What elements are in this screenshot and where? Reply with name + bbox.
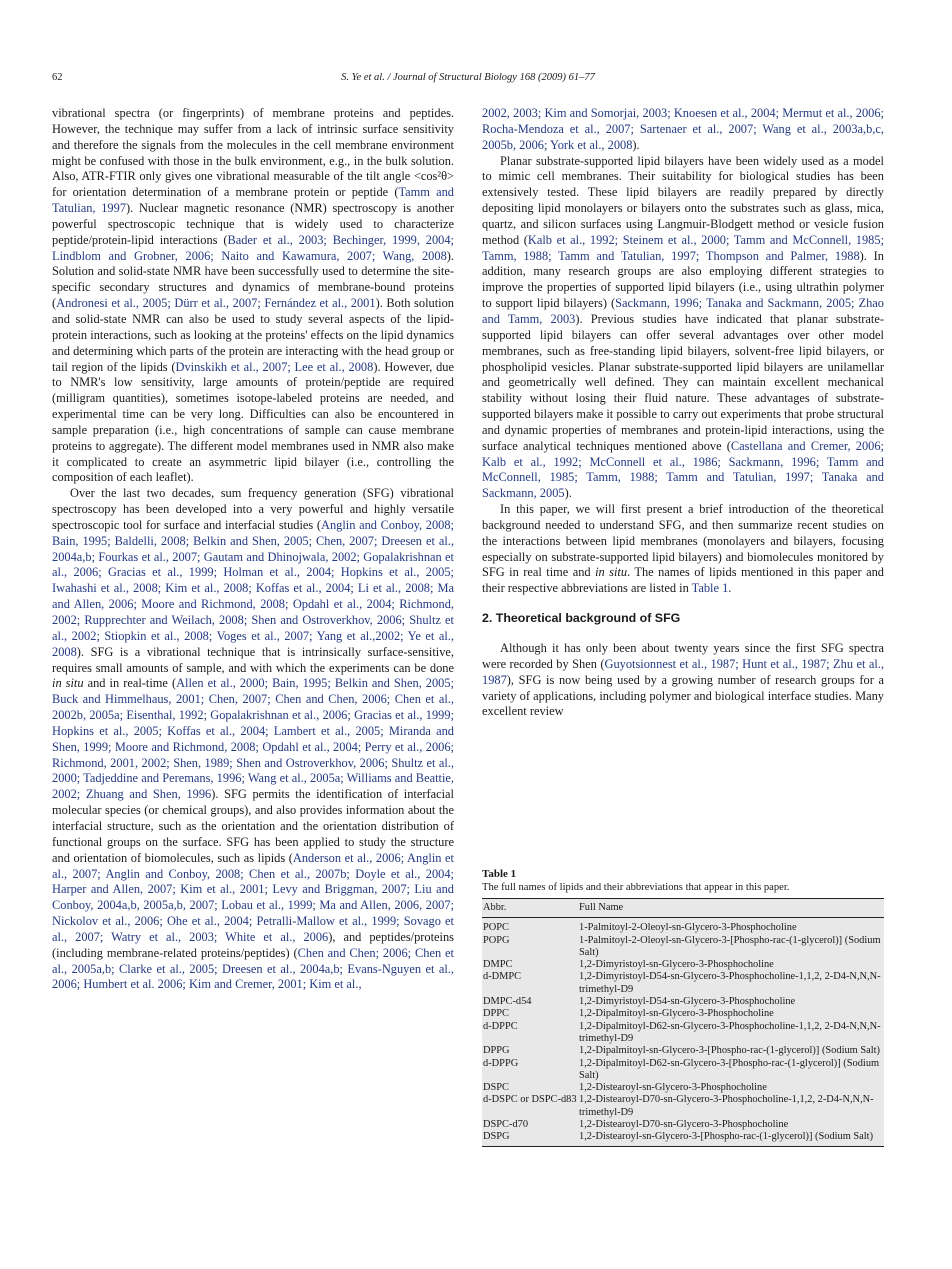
paragraph	[52, 486, 454, 993]
citation-link[interactable]: Sackmann, 1996; Tanaka and Sackmann, 2005; Zhao and Tamm, 2003	[482, 296, 884, 326]
table-row	[482, 1008, 884, 1020]
running-header	[52, 72, 884, 88]
paragraph	[482, 641, 884, 720]
full-name-cell: 1,2-Dipalmitoyl-sn-Glycero-3-[Phospho-rac-(1-glycerol)] (Sodium Salt)	[579, 1045, 880, 1057]
table-body	[482, 918, 884, 1145]
paragraph-text: ).	[632, 137, 640, 152]
full-name-cell: 1,2-Dipalmitoyl-D62-sn-Glycero-3-[Phospho-rac-(1-glycerol)] (Sodium Salt)	[579, 1057, 880, 1081]
table-row	[482, 1131, 884, 1143]
citation-link[interactable]: Anderson et al., 2006; Anglin et al., 2007; Anglin and Conboy, 2008; Chen et al., 2007b; Doyle et al., 2004; Harper and Allen, 2007; Kim et al., 2001; Levy and Briggman, 2007; Liu and Conboy, 2004a,b, 2005a,b, 2007; Lobau et al., 1999; Ma and Allen, 2006, 2007; Nickolov et al., 2006; Ohe et al., 2004; Petralli-Mallow et al., 1999; Sovago et al., 2007; Watry et al., 2003; White et al., 2006	[52, 850, 454, 944]
table-1	[482, 868, 884, 1147]
full-name-cell: 1-Palmitoyl-2-Oleoyl-sn-Glycero-3-Phosphocholine	[579, 922, 797, 934]
full-name-cell: 1,2-Dimyristoyl-D54-sn-Glycero-3-Phosphocholine-1,1,2, 2-D4-N,N,N-trimethyl-D9	[579, 971, 881, 995]
header-abbr: Abbr.	[483, 902, 507, 913]
citation-link[interactable]: Anglin and Conboy, 2008; Bain, 1995; Baldelli, 2008; Belkin and Shen, 2005; Chen, 2007; Dreesen et al., 2004a,b; Fourkas et al., 2007; Gautam and Dhinojwala, 2002; Gopalakrishnan et al., 2006; Gracias et al., 1999; Holman et al., 2004; Hopkins et al., 2005; Iwahashi et al., 2008; Kim et al., 2008; Koffas et al., 2004; Li et al., 2008; Ma and Allen, 2006; Moore and Richmond, 2008; Opdahl et al., 2004; Richmond, 2002; Rupprechter and Weilach, 2008; Shen and Ostroverkhov, 2006; Shultz et al., 2002; Stiopkin et al., 2008; Voges et al., 2007; Yang et al.,2002; Ye et al., 2008	[52, 517, 454, 659]
paragraph-text: In this paper, we will first present a brief introduction of the theoretical background needed to understand SFG, and then summarize recent studies on the interactions between lipid membranes (monolayers and bilayers, focusing especially on substrate-supported lipid bilayers) and biomolecules monitored by SFG in real time and	[482, 502, 884, 580]
paragraph-text: Over the last two decades, sum frequency generation (SFG) vibrational spectroscopy has been developed into a very powerful and highly versatile spectroscopic tool for surface and interfacial studies (	[52, 486, 454, 532]
paragraph-text: vibrational spectra (or fingerprints) of membrane proteins and peptides. However, the technique may suffer from a lack of intrinsic surface sensitivity and therefore the signals from the molecules in the cell membrane environment might be confused with those in the bulk environment, e.g., in the bulk solution. Also, ATR-FTIR only gives one vibrational measurable of the tilt angle <cos²θ> for orientation determination of a membrane protein or peptide (	[52, 106, 454, 200]
citation-link[interactable]: Allen et al., 2000; Bain, 1995; Belkin and Shen, 2005; Buck and Himmelhaus, 2001; Chen, 2007; Chen and Chen, 2006; Chen et al., 2002b, 2005a; Eisenthal, 1992; Gopalakrishnan et al., 2006; Gracias et al., 1999; Hopkins et al., 2005; Koffas et al., 2004; Lambert et al., 2005; Miranda and Shen, 1999; Moore and Richmond, 2008; Opdahl et al., 2004; Perry et al., 2006; Richmond, 2001, 2002; Shen, 1989; Shen and Ostroverkhov, 2006; Shultz et al., 2000; Tadjeddine and Peremans, 1996; Wang et al., 2005a; Williams and Beattie, 2002; Zhuang and Shen, 1996	[52, 676, 454, 802]
full-name-cell: 1,2-Dimyristoyl-sn-Glycero-3-Phosphocholine	[579, 959, 774, 971]
paragraph-text: ). Both solution and solid-state NMR can also be used to study several aspects of the lipid-protein interactions, such as looking at the proteins' effects on the lipid dynamics and determining which parts of the protein are interacting with the head group or tail region of the lipids (	[52, 296, 454, 374]
citation-link[interactable]: Castellana and Cremer, 2006; Kalb et al., 1992; McConnell et al., 1986; Sackmann, 1996; Tamm and McConnell, 1985; Tamm, 1988; Tamm and Tatulian, 1997; Tanaka and Sackmann, 2005	[482, 438, 884, 501]
paragraph-text: ). Previous studies have indicated that planar substrate-supported lipid bilayers can offer several advantages over other model membranes, such as free-standing lipid bilayers, solvent-free lipid bilayers, or phospholipid vesicles. Planar substrate-supported lipid bilayers are unilamellar and geometrically well defined. They can maintain excellent mechanical stability without losing their fluid nature. These advantages of substrate-supported bilayers make it possible to carry out experiments that probe structural and dynamic properties of membranes and protein-lipid interactions, using the surface analytical techniques mentioned above (	[482, 311, 884, 453]
full-name-cell: 1,2-Dimyristoyl-D54-sn-Glycero-3-Phosphocholine	[579, 996, 796, 1008]
paragraph-text: ).	[564, 486, 572, 501]
table-row	[482, 1119, 884, 1131]
paragraph-text: ). Solution and solid-state NMR have been successfully used to determine the site-specific secondary structures and dynamics of membrane-bound proteins (	[52, 248, 454, 311]
table-row	[482, 959, 884, 971]
table-row	[482, 1094, 884, 1119]
abbr-cell: DPPC	[483, 1008, 509, 1020]
abbr-cell: POPC	[483, 922, 509, 934]
citation-link[interactable]: Dvinskikh et al., 2007; Lee et al., 2008	[175, 359, 374, 374]
table-box	[482, 898, 884, 1147]
abbr-cell: DMPC-d54	[483, 996, 532, 1008]
paragraph-text: .	[728, 581, 732, 596]
left-column	[52, 106, 454, 993]
abbr-cell: d-DSPC or DSPC-d83	[483, 1094, 577, 1106]
table-row	[482, 1045, 884, 1057]
paragraph-text: and in real-time (	[83, 676, 177, 691]
paragraph-text: ). SFG is a vibrational technique that is intrinsically surface-sensitive, requires small amounts of sample, and with which the experiments can be done	[52, 644, 454, 675]
table-row	[482, 1082, 884, 1094]
paragraph	[482, 154, 884, 503]
table-title: Table 1	[482, 868, 517, 880]
paragraph-text: Planar substrate-supported lipid bilayers have been widely used as a model to mimic cell membranes. Their suitability for biological studies has been extensively tested. These lipid bilayers are readily prepared by directly depositing lipid monolayers or bilayers onto the substrates such as glass, mica, quartz, and silicon surfaces using Langmuir-Blodgett method or vesicle fusion method (	[482, 153, 884, 247]
paragraph-text: ), and peptides/proteins (including membrane-related proteins/peptides) (	[52, 929, 454, 960]
table-row	[482, 1021, 884, 1046]
table-row	[482, 922, 884, 934]
journal-citation: S. Ye et al. / Journal of Structural Biology 168 (2009) 61–77	[341, 72, 595, 83]
full-name-cell: 1,2-Distearoyl-D70-sn-Glycero-3-Phosphocholine-1,1,2, 2-D4-N,N,N-trimethyl-D9	[579, 1094, 874, 1118]
paragraph	[52, 106, 454, 486]
abbr-cell: d-DPPG	[483, 1057, 519, 1069]
table-row	[482, 935, 884, 960]
full-name-cell: 1,2-Dipalmitoyl-D62-sn-Glycero-3-Phosphocholine-1,1,2, 2-D4-N,N,N-trimethyl-D9	[579, 1020, 881, 1044]
table-row	[482, 1058, 884, 1083]
citation-link[interactable]: Chen and Chen; 2006; Chen et al., 2005a,b; Clarke et al., 2005; Dreesen et al., 2004a,b; Evans-Nguyen et al., 2006; Humbert et al. 2006; Kim and Cremer, 2001; Kim et al.,	[52, 945, 454, 992]
citation-link[interactable]: 2002, 2003; Kim and Somorjai, 2003; Knoesen et al., 2004; Mermut et al., 2006; Rocha-Mendoza et al., 2007; Sartenaer et al., 2007; Wang et al., 2003a,b,c, 2005b, 2006; York et al., 2008	[482, 106, 884, 152]
full-name-cell: 1,2-Dipalmitoyl-sn-Glycero-3-Phosphocholine	[579, 1008, 774, 1020]
paragraph-text: ). SFG permits the identification of interfacial molecular species (or chemical groups), and also provides information about the interfacial structure, such as the orientation and the orientation distribution of functional groups on the surface. SFG has been applied to study the structure and orientation of biomolecules, such as lipids (	[52, 787, 454, 865]
paragraph-text: ), SFG is now being used by a growing number of research groups for a variety of applications, including polymer and biological interface studies. Many excellent review	[482, 672, 884, 719]
paragraph-text: ). In addition, many research groups are also employing different strategies to improve the properties of supported lipid bilayers (i.e., using ultrathin polymer to support lipid bilayers) (	[482, 248, 884, 311]
paragraph-text: . The names of lipids mentioned in this paper and their respective abbreviations are listed in	[482, 565, 884, 596]
paragraph-text: in situ	[595, 565, 628, 580]
paragraph-text: Although it has only been about twenty years since the first SFG spectra were recorded by Shen (	[482, 641, 884, 671]
paragraph-text: in situ	[52, 676, 84, 691]
left-column-body	[52, 106, 454, 993]
full-name-cell: 1,2-Distearoyl-D70-sn-Glycero-3-Phosphocholine	[579, 1119, 789, 1131]
full-name-cell: 1,2-Distearoyl-sn-Glycero-3-Phosphocholine	[579, 1082, 767, 1094]
abbr-cell: DPPG	[483, 1045, 510, 1057]
paragraph-text: ). However, due to NMR's low sensitivity, large amounts of protein/peptide are required (milligram quantities), sometimes isotope-labeled proteins are needed, and experimental time can be very long. Difficulties can also be encountered in sample preparation (i.e., high concentrations of sample can cause membrane proteins to aggregate). The different model membranes used in NMR also make it complicated to create an asymmetric lipid bilayer (i.e., controlling the composition of each leaflet).	[52, 359, 454, 485]
paragraph	[482, 106, 884, 154]
abbr-cell: DSPC-d70	[483, 1119, 529, 1131]
abbr-cell: DMPC	[483, 959, 513, 971]
full-name-cell: 1-Palmitoyl-2-Oleoyl-sn-Glycero-3-[Phospho-rac-(1-glycerol)] (Sodium Salt)	[579, 934, 881, 958]
full-name-cell: 1,2-Distearoyl-sn-Glycero-3-[Phospho-rac-(1-glycerol)] (Sodium Salt)	[579, 1131, 874, 1143]
header-full-name: Full Name	[579, 902, 624, 913]
abbr-cell: DSPC	[483, 1082, 509, 1094]
citation-link[interactable]: Kalb et al., 1992; Steinem et al., 2000; Tamm and McConnell, 1985; Tamm, 1988; Tamm and Tatulian, 1997; Thompson and Palmer, 1988	[482, 232, 885, 263]
table-header-row	[482, 899, 884, 918]
table-row	[482, 996, 884, 1008]
citation-link[interactable]: Andronesi et al., 2005; Dürr et al., 2007; Fernández et al., 2001	[56, 296, 376, 311]
table-row	[482, 971, 884, 996]
abbr-cell: d-DMPC	[483, 971, 522, 983]
paragraph	[482, 502, 884, 597]
section-body	[482, 641, 884, 720]
table-caption: The full names of lipids and their abbreviations that appear in this paper.	[482, 882, 790, 893]
citation-link[interactable]: Table 1	[691, 581, 729, 596]
paragraph-text: ). Nuclear magnetic resonance (NMR) spectroscopy is another powerful spectroscopic technique that is widely used to characterize peptide/protein-lipid interactions (	[52, 201, 454, 247]
citation-link[interactable]: Guyotsionnest et al., 1987; Hunt et al., 1987; Zhu et al., 1987	[482, 656, 884, 687]
page-number: 62	[52, 72, 63, 83]
citation-link[interactable]: Tamm and Tatulian, 1997	[52, 185, 454, 216]
citation-link[interactable]: Bader et al., 2003; Bechinger, 1999, 2004; Lindblom and Grobner, 2006; Naito and Kawamura, 2007; Wang, 2008	[52, 232, 454, 263]
right-column-body	[482, 106, 884, 597]
right-column	[482, 106, 884, 720]
section-heading: 2. Theoretical background of SFG	[482, 611, 681, 626]
abbr-cell: POPG	[483, 934, 510, 946]
abbr-cell: d-DPPC	[483, 1020, 518, 1032]
abbr-cell: DSPG	[483, 1131, 510, 1143]
